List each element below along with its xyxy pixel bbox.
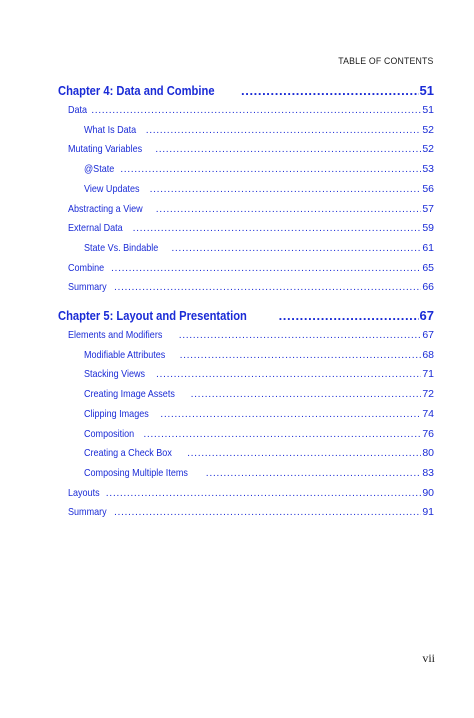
- dot-leader: [156, 368, 421, 380]
- toc-section-entry[interactable]: [68, 262, 434, 274]
- toc-entry-page: 74: [422, 407, 434, 420]
- dot-leader: [171, 242, 421, 254]
- toc-section-entry[interactable]: [68, 506, 434, 518]
- toc-section-entry[interactable]: [68, 203, 434, 215]
- toc-entry-page: 67: [419, 308, 434, 323]
- toc-entry-title: Modifiable Attributes: [84, 348, 166, 361]
- toc-entry-title: Chapter 5: Layout and Presentation: [58, 308, 247, 323]
- toc-entry-title: Abstracting a View: [68, 202, 143, 215]
- toc-subsection-entry[interactable]: [84, 428, 434, 440]
- toc-entry-page: 56: [422, 182, 434, 195]
- toc-entry-page: 66: [422, 281, 434, 294]
- toc-subsection-entry[interactable]: [84, 183, 434, 195]
- dot-leader: [120, 163, 421, 175]
- toc-chapter-entry[interactable]: [58, 83, 434, 98]
- toc-entry-page: 80: [422, 447, 434, 460]
- toc-entry-page: 57: [422, 202, 434, 215]
- running-head: TABLE OF CONTENTS: [338, 56, 434, 67]
- dot-leader: [114, 281, 421, 293]
- toc-entry-title: Layouts: [68, 486, 100, 499]
- toc-entry-page: 65: [422, 261, 434, 274]
- toc-entry-title: @State: [84, 163, 115, 176]
- toc-entry-title: Summary: [68, 281, 107, 294]
- toc-section-entry[interactable]: [68, 222, 434, 234]
- dot-leader: [146, 124, 422, 136]
- toc-section-entry[interactable]: [68, 329, 434, 341]
- dot-leader: [180, 349, 422, 361]
- dot-leader: [156, 203, 422, 215]
- toc-subsection-entry[interactable]: [84, 368, 434, 380]
- toc-entry-page: 51: [422, 104, 434, 116]
- toc-entry-title: Data: [68, 104, 88, 116]
- dot-leader: [111, 262, 421, 274]
- toc-entry-page: 90: [422, 486, 434, 499]
- toc-subsection-entry[interactable]: [84, 349, 434, 361]
- toc-entry-page: 53: [422, 163, 434, 176]
- dot-leader: [91, 104, 421, 116]
- toc-entry-title: State Vs. Bindable: [84, 241, 159, 254]
- dot-leader: [143, 428, 421, 440]
- toc-section-entry[interactable]: [68, 104, 434, 116]
- dot-leader: [155, 143, 421, 155]
- toc-entry-title: Stacking Views: [84, 368, 146, 381]
- toc-entry-title: Composing Multiple Items: [84, 466, 188, 479]
- toc-entry-page: 67: [422, 329, 434, 341]
- toc-entry-title: Creating a Check Box: [84, 447, 172, 460]
- toc-entry-page: 71: [422, 368, 434, 381]
- toc-entry-title: Chapter 4: Data and Combine: [58, 83, 215, 98]
- dot-leader: [187, 447, 421, 459]
- dot-leader: [206, 467, 422, 479]
- toc-entry-page: 51: [419, 83, 434, 98]
- dot-leader: [279, 308, 419, 323]
- dot-leader: [133, 222, 422, 234]
- toc-subsection-entry[interactable]: [84, 447, 434, 459]
- toc-subsection-entry[interactable]: [84, 242, 434, 254]
- toc-section-entry[interactable]: [68, 143, 434, 155]
- toc-subsection-entry[interactable]: [84, 163, 434, 175]
- toc-entry-page: 59: [422, 222, 434, 235]
- page-number: vii: [422, 651, 435, 665]
- dot-leader: [191, 388, 422, 400]
- toc-entry-page: 72: [422, 388, 434, 401]
- toc-subsection-entry[interactable]: [84, 408, 434, 420]
- toc-entry-page: 52: [422, 123, 434, 136]
- dot-leader: [114, 506, 421, 518]
- toc-section-entry[interactable]: [68, 487, 434, 499]
- dot-leader: [106, 487, 422, 499]
- toc-entry-title: Creating Image Assets: [84, 388, 175, 401]
- toc-entry-page: 91: [422, 506, 434, 519]
- toc-entry-title: View Updates: [84, 182, 140, 195]
- toc-entry-title: Mutating Variables: [68, 143, 143, 156]
- toc-subsection-entry[interactable]: [84, 124, 434, 136]
- toc-entry-title: What Is Data: [84, 123, 137, 136]
- toc-entry-page: 61: [422, 241, 434, 254]
- dot-leader: [179, 329, 422, 341]
- dot-leader: [241, 83, 419, 98]
- toc-entry-page: 76: [422, 427, 434, 440]
- toc-subsection-entry[interactable]: [84, 467, 434, 479]
- toc-entry-title: Clipping Images: [84, 407, 149, 420]
- toc-entry-title: Elements and Modifiers: [68, 329, 163, 341]
- toc-entry-page: 52: [422, 143, 434, 156]
- toc-section-entry[interactable]: [68, 281, 434, 293]
- toc-entry-title: Summary: [68, 506, 107, 519]
- toc-entry-page: 83: [422, 466, 434, 479]
- dot-leader: [160, 408, 421, 420]
- toc-subsection-entry[interactable]: [84, 388, 434, 400]
- toc-chapter-entry[interactable]: [58, 308, 434, 323]
- toc-entry-page: 68: [422, 348, 434, 361]
- toc-entry-title: Composition: [84, 427, 135, 440]
- toc-entry-title: Combine: [68, 261, 105, 274]
- toc-entry-title: External Data: [68, 222, 123, 235]
- dot-leader: [150, 183, 422, 195]
